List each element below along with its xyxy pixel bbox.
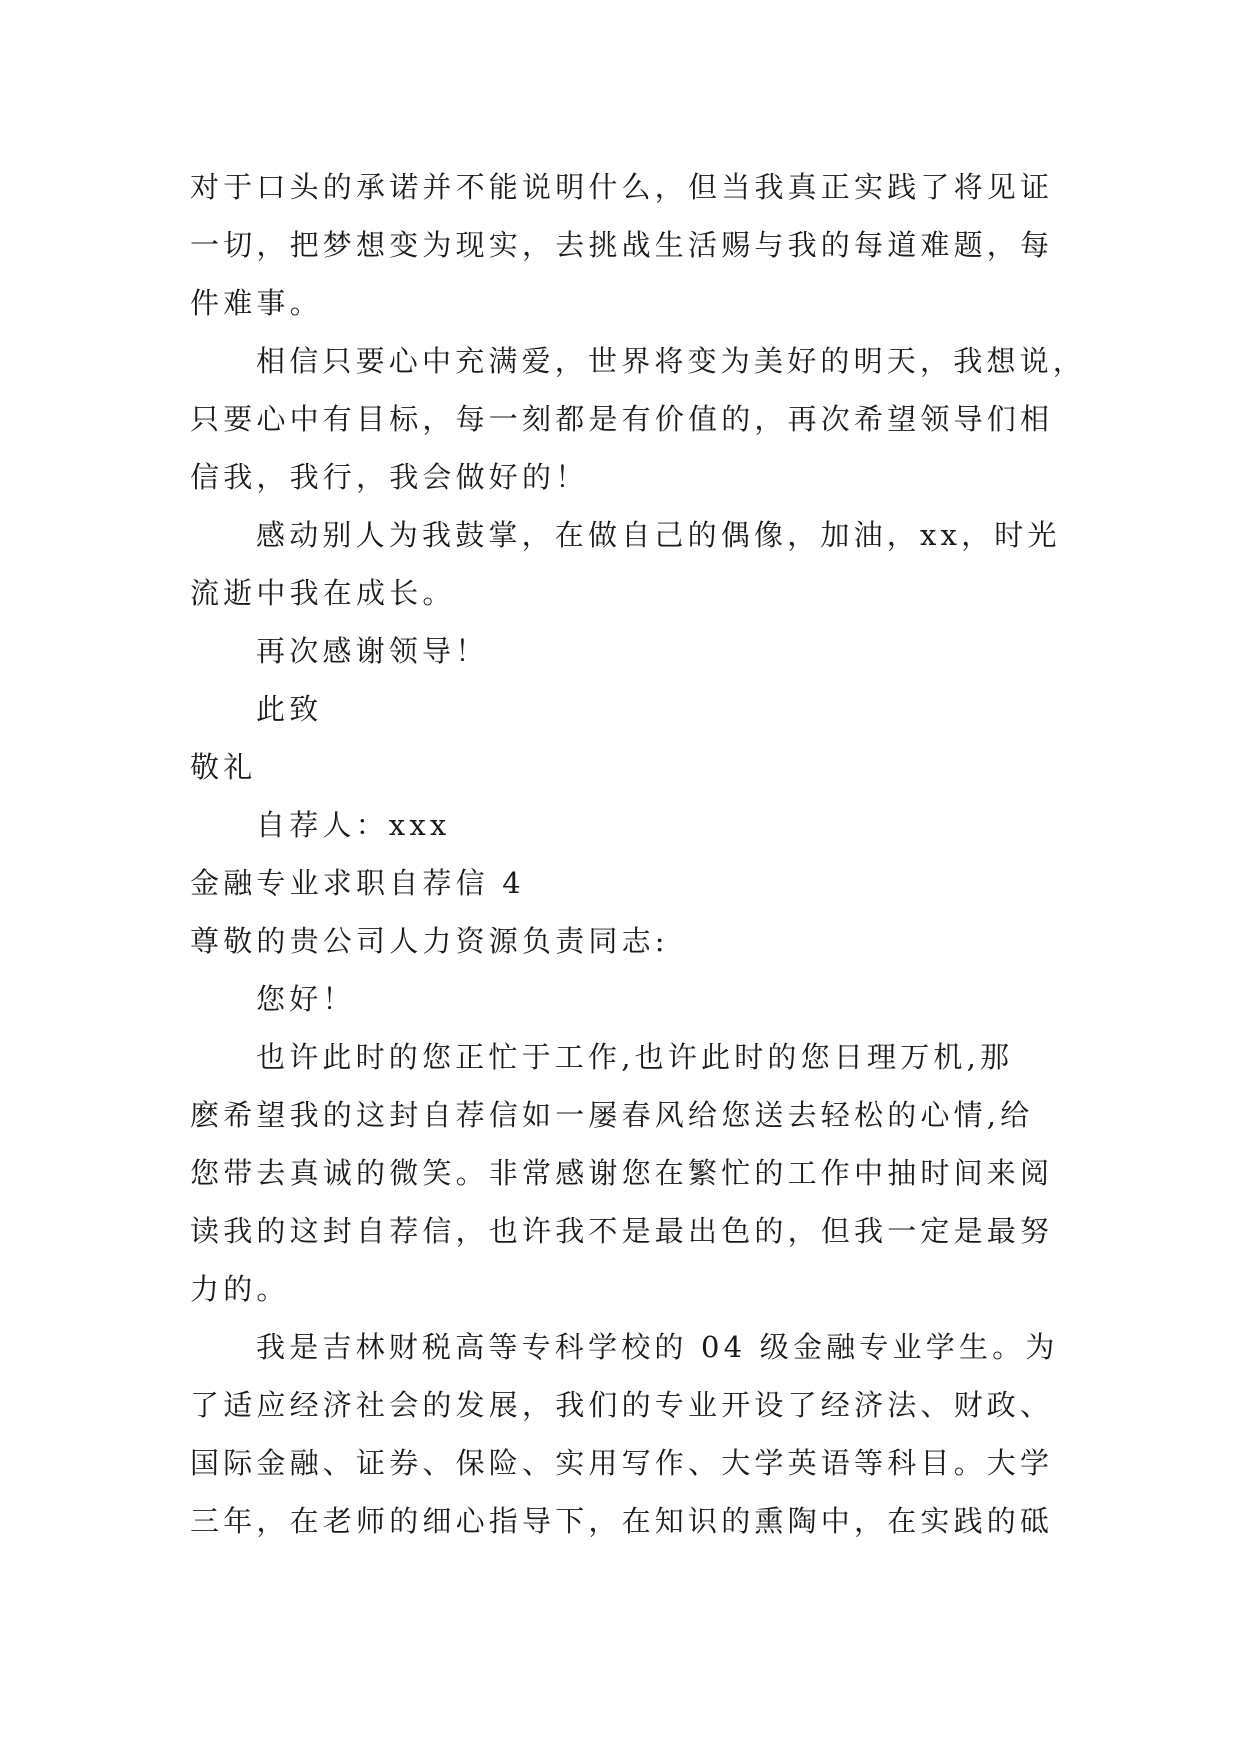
text-line: 力的。 bbox=[190, 1272, 290, 1306]
text-line: 读我的这封自荐信，也许我不是最出色的，但我一定是最努 bbox=[190, 1214, 1054, 1248]
text-line: 流逝中我在成长。 bbox=[190, 576, 456, 610]
document-body bbox=[190, 158, 1087, 1550]
text-line: 自荐人：xxx bbox=[256, 808, 451, 842]
text-line: 您好！ bbox=[256, 982, 356, 1016]
text-line: 一切，把梦想变为现实，去挑战生活赐与我的每道难题，每 bbox=[190, 228, 1054, 262]
text-line: 金融专业求职自荐信 4 bbox=[190, 866, 525, 900]
text-line: 感动别人为我鼓掌，在做自己的偶像，加油，xx，时光 bbox=[256, 518, 1061, 552]
text-line: 再次感谢领导！ bbox=[256, 634, 489, 668]
text-line: 此致 bbox=[256, 692, 323, 726]
text-line: 三年，在老师的细心指导下，在知识的熏陶中，在实践的砥 bbox=[190, 1504, 1054, 1538]
text-line: 麽希望我的这封自荐信如一屡春风给您送去轻松的心情,给 bbox=[190, 1098, 1034, 1132]
text-line: 我是吉林财税高等专科学校的 04 级金融专业学生。为 bbox=[256, 1330, 1059, 1364]
text-line: 只要心中有目标，每一刻都是有价值的，再次希望领导们相 bbox=[190, 402, 1054, 436]
text-line: 对于口头的承诺并不能说明什么，但当我真正实践了将见证 bbox=[190, 170, 1054, 204]
text-line: 件难事。 bbox=[190, 286, 323, 320]
text-line: 信我，我行，我会做好的！ bbox=[190, 460, 589, 494]
text-line: 尊敬的贵公司人力资源负责同志: bbox=[190, 924, 669, 958]
text-line: 您带去真诚的微笑。非常感谢您在繁忙的工作中抽时间来阅 bbox=[190, 1156, 1054, 1190]
text-line: 国际金融、证券、保险、实用写作、大学英语等科目。大学 bbox=[190, 1446, 1054, 1480]
text-line: 敬礼 bbox=[190, 750, 257, 784]
text-line: 相信只要心中充满爱，世界将变为美好的明天，我想说， bbox=[256, 344, 1087, 378]
text-line: 了适应经济社会的发展，我们的专业开设了经济法、财政、 bbox=[190, 1388, 1054, 1422]
text-line: 也许此时的您正忙于工作,也许此时的您日理万机,那 bbox=[256, 1040, 1014, 1074]
